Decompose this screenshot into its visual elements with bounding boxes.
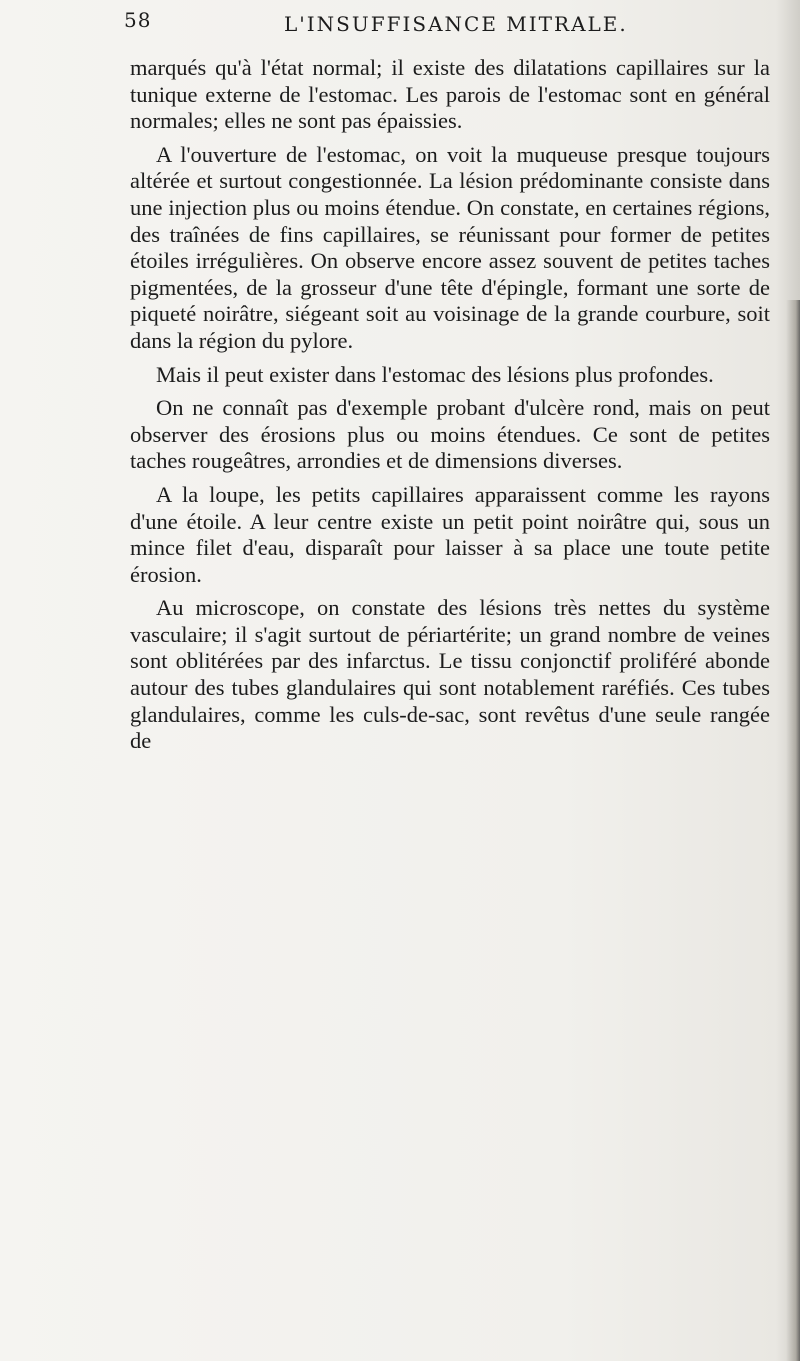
paragraph: marqués qu'à l'état normal; il existe des dilatations capillaires sur la tunique externe de l'estomac. Les parois de l'estomac sont en général normales; elles ne sont pas épaissies. [130,55,770,134]
page-header [124,8,744,48]
paragraph: Au microscope, on constate des lésions très nettes du système vasculaire; il s'agit surtout de périartérite; un grand nombre de veines sont oblitérées par des infarctus. Le tissu conjonctif proliféré abonde autour des tubes glandulaires qui sont notablement raréfiés. Ces tubes glandulaires, comme les culs-de-sac, sont revêtus d'une seule rangée de [130,595,770,754]
paragraph: Mais il peut exister dans l'estomac des lésions plus profondes. [156,361,714,387]
body-text [130,55,770,762]
paragraph: On ne connaît pas d'exemple probant d'ulcère rond, mais on peut observer des érosions plus ou moins étendues. Ce sont de petites taches rougeâtres, arrondies et de dimensions diverses. [130,395,770,474]
page-edge-shadow [786,300,800,1361]
page-number: 58 [124,8,152,32]
paragraph: A l'ouverture de l'estomac, on voit la muqueuse presque toujours altérée et surtout congestionnée. La lésion prédominante consiste dans une injection plus ou moins étendue. On constate, en certaines régions, des traînées de fins capillaires, se réunissant pour former de petites étoiles irrégulières. On observe encore assez souvent de petites taches pigmentées, de la grosseur d'une tête d'épingle, formant une sorte de piqueté noirâtre, siégeant soit au voisinage de la grande courbure, soit dans la région du pylore. [130,141,770,353]
paragraph: A la loupe, les petits capillaires apparaissent comme les rayons d'une étoile. A leur centre existe un petit point noirâtre qui, sous un mince filet d'eau, disparaît pour laisser à sa place une toute petite érosion. [130,481,770,587]
running-head: L'INSUFFISANCE MITRALE. [284,12,628,36]
